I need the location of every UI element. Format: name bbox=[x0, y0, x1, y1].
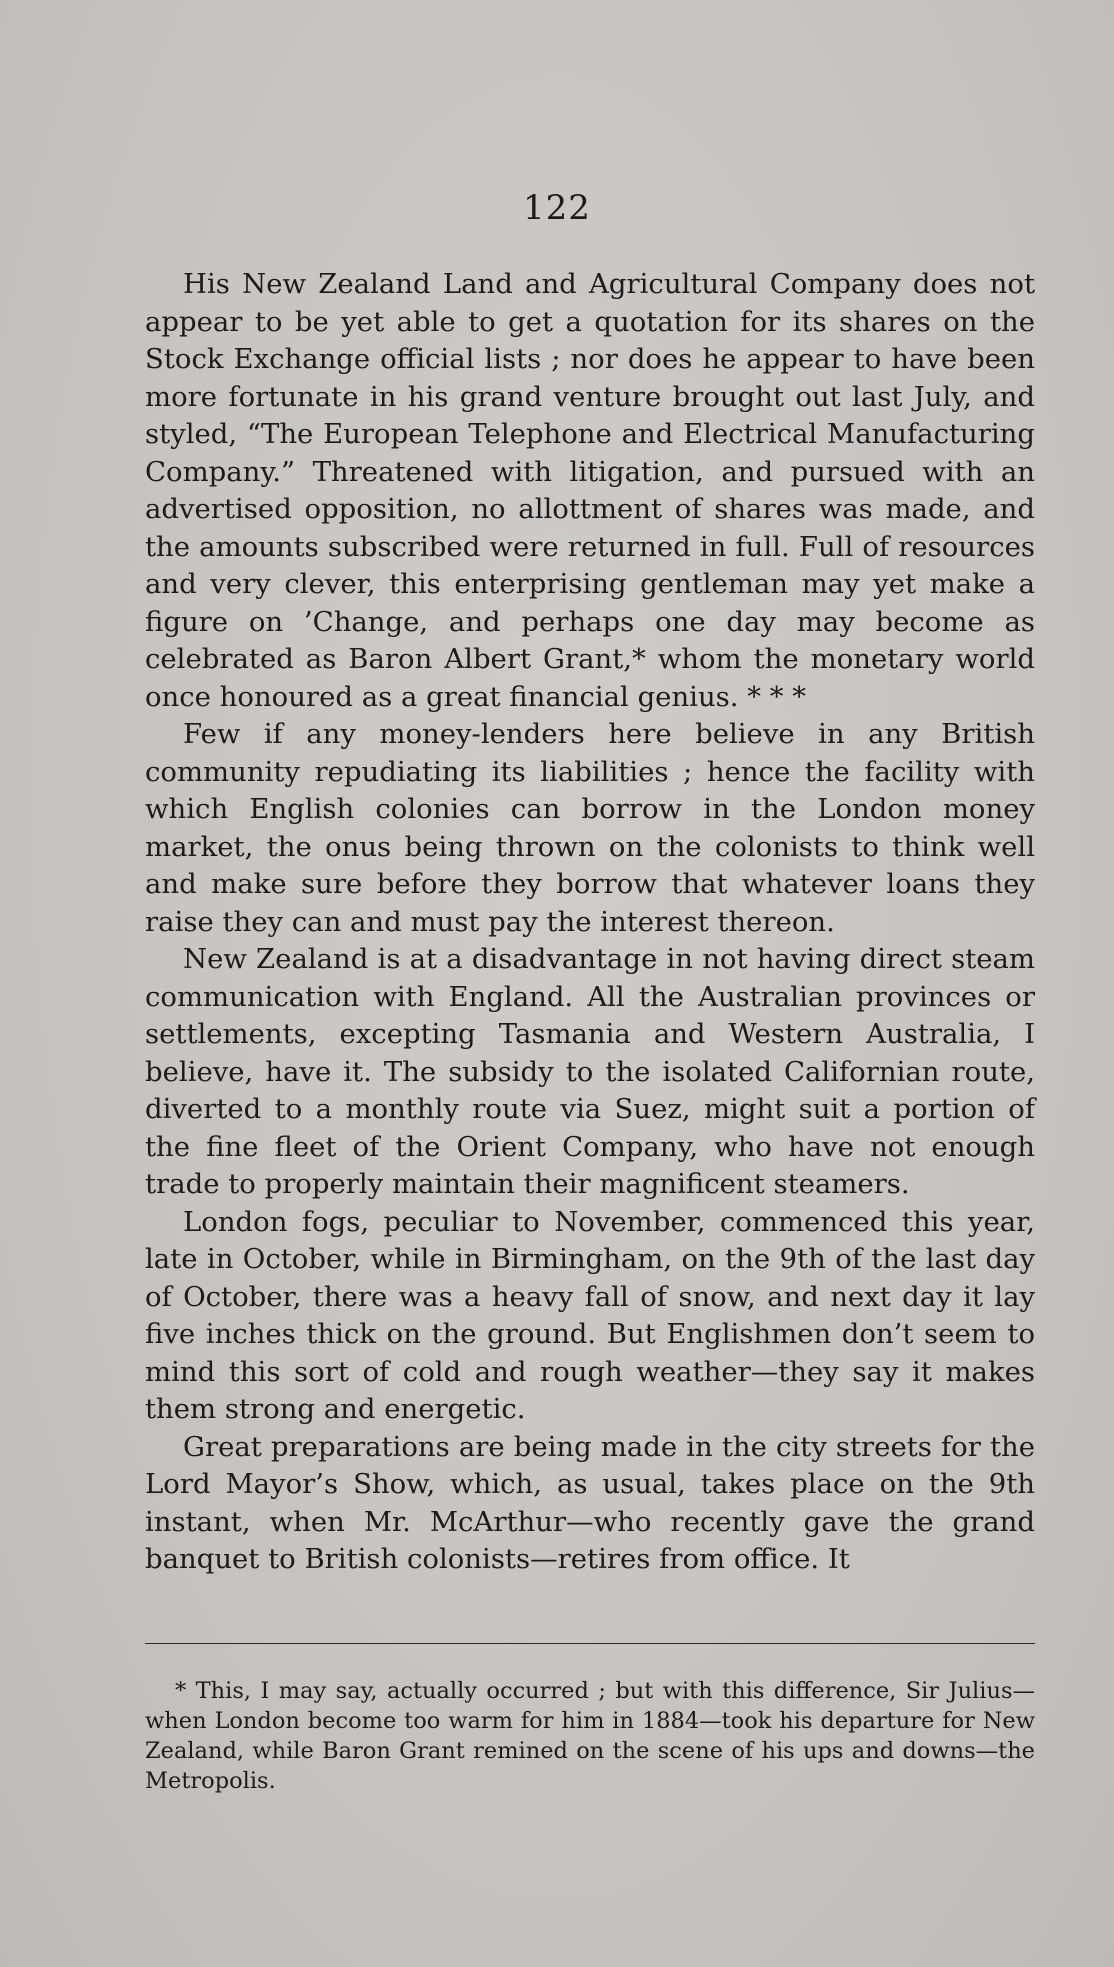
page-number: 122 bbox=[523, 188, 591, 228]
paragraph: New Zealand is at a disadvantage in not having direct steam communication with England. All the Australian provinces or settlements, excepting Tasmania and Western Australia, I believe, have it. The subsidy to the isolated Californian route, diverted to a monthly route via Suez, might suit a portion of the fine fleet of the Orient Company, who have not enough trade to properly maintain their magnificent steamers. bbox=[145, 943, 1035, 1200]
paragraph: London fogs, peculiar to November, commenced this year, late in October, while in Birmingham, on the 9th of the last day of October, there was a heavy fall of snow, and next day it lay five inches thick on the ground. But Englishmen don’t seem to mind this sort of cold and rough weather—they say it makes them strong and energetic. bbox=[145, 1205, 1035, 1425]
paragraph: Great preparations are being made in the city streets for the Lord Mayor’s Show, which, as usual, takes place on the 9th instant, when Mr. McArthur—who recently gave the grand banquet to British colonists—retires from office. It bbox=[145, 1430, 1035, 1575]
footnote bbox=[145, 1676, 1035, 1796]
paragraph: Few if any money-lenders here believe in any British community repudiating its liabilities ; hence the facility with which English colonies can borrow in the London money market, the onus being thrown on the colonists to think well and make sure before they borrow that whatever loans they raise they can and must pay the interest thereon. bbox=[145, 718, 1035, 938]
footnote-text: * This, I may say, actually occurred ; but with this difference, Sir Julius—when London become too warm for him in 1884—took his departure for New Zealand, while Baron Grant remined on the scene of his ups and downs—the Metropolis. bbox=[145, 1678, 1035, 1794]
body-text bbox=[145, 266, 1035, 1579]
footnote-divider bbox=[145, 1643, 1035, 1644]
paragraph: His New Zealand Land and Agricultural Company does not appear to be yet able to get a quotation for its shares on the Stock Exchange official lists ; nor does he appear to have been more fortunate in his grand venture brought out last July, and styled, “The European Telephone and Electrical Manufacturing Company.” Threatened with litigation, and pursued with an advertised opposition, no allottment of shares was made, and the amounts subscribed were returned in full. Full of resources and very clever, this enterprising gentleman may yet make a figure on ’Change, and perhaps one day may become as celebrated as Baron Albert Grant,* whom the monetary world once honoured as a great financial genius. * * * bbox=[145, 268, 1035, 713]
